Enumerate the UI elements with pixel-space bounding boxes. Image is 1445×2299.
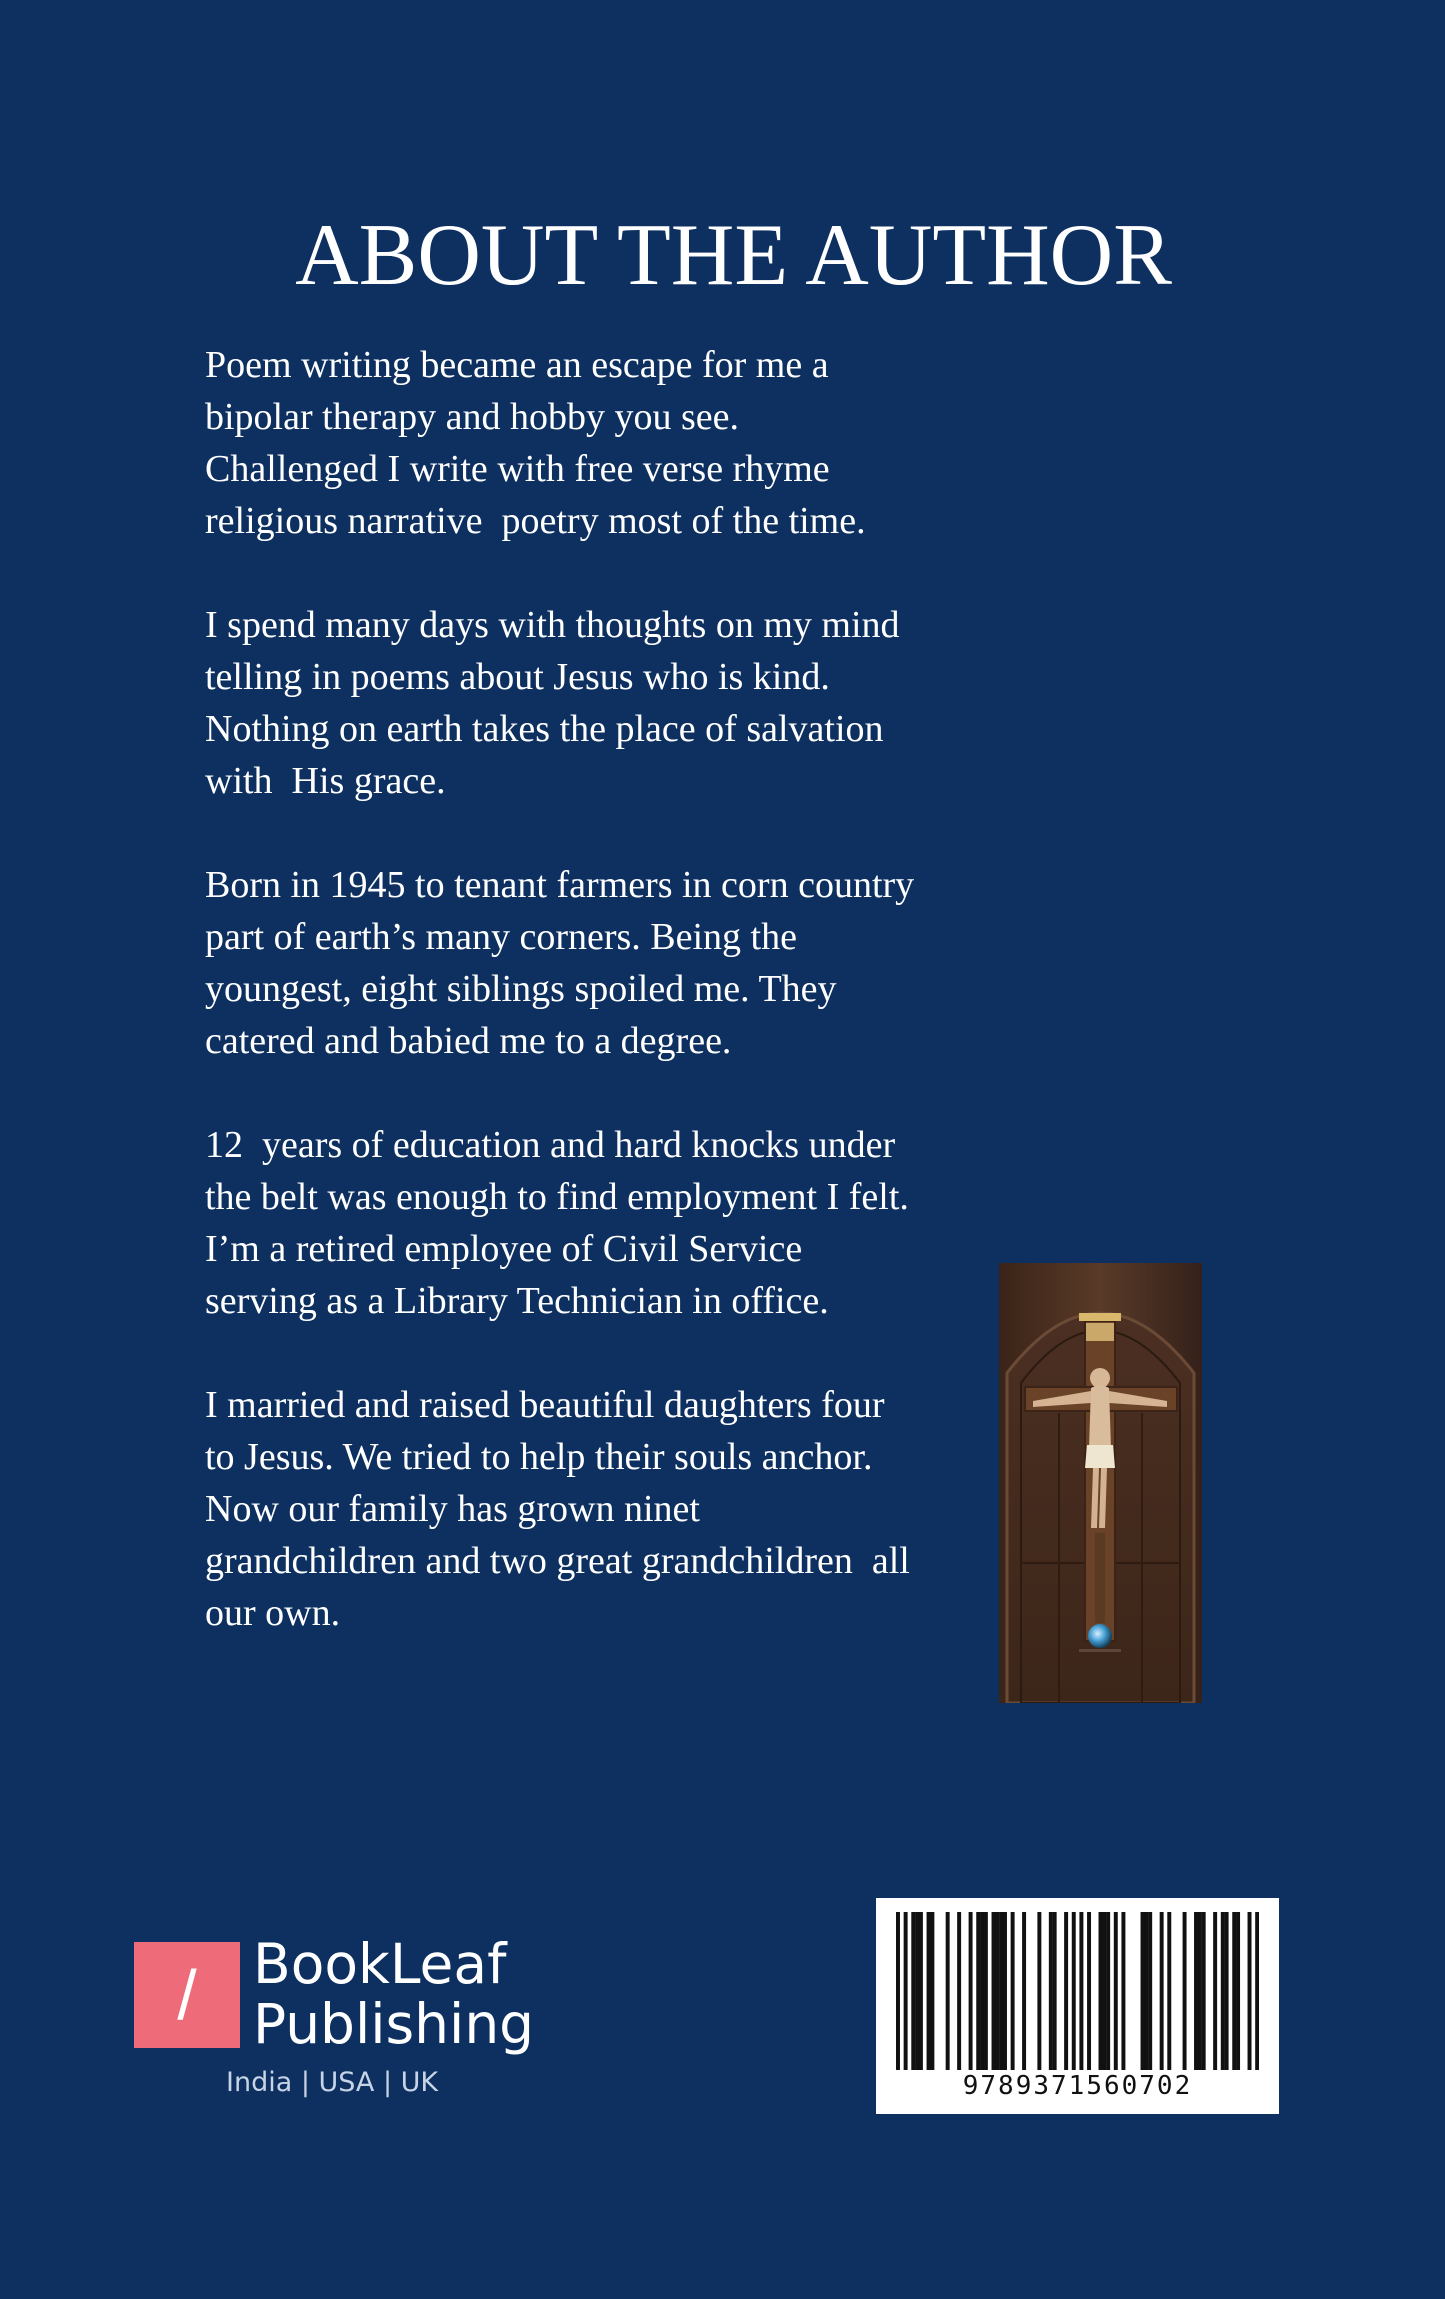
page-title: ABOUT THE AUTHOR: [295, 207, 1172, 304]
barcode-bar: [1221, 1912, 1225, 2070]
barcode-bar: [1248, 1912, 1252, 2070]
barcode-bar: [980, 1912, 984, 2070]
barcode-bar: [976, 1912, 980, 2070]
barcode-bar: [1064, 1912, 1068, 2070]
bio-line: I spend many days with thoughts on my mind: [205, 604, 900, 646]
barcode-bar: [915, 1912, 919, 2070]
bio-line: to Jesus. We tried to help their souls anchor.: [205, 1436, 873, 1478]
barcode-bar: [1106, 1912, 1110, 2070]
barcode-bar: [904, 1912, 908, 2070]
author-bio: [205, 339, 985, 1691]
barcode-bar: [957, 1912, 961, 2070]
bio-line: Nothing on earth takes the place of salvation: [205, 708, 884, 750]
publisher-logo: [134, 1932, 554, 2120]
barcode-bar: [927, 1912, 931, 2070]
publisher-name: [253, 1934, 534, 2054]
barcode-bar: [995, 1912, 999, 2070]
barcode-bar: [1225, 1912, 1229, 2070]
barcode-bar: [1213, 1912, 1217, 2070]
bio-line: the belt was enough to find employment I felt.: [205, 1176, 909, 1218]
barcode-bar: [1072, 1912, 1076, 2070]
barcode-bar: [1198, 1912, 1202, 2070]
barcode-bar: [919, 1912, 923, 2070]
barcode-bar: [911, 1912, 915, 2070]
barcode-bar: [1255, 1912, 1259, 2070]
isbn-barcode: [876, 1898, 1279, 2114]
bio-line: I married and raised beautiful daughters four: [205, 1384, 885, 1426]
bio-line: grandchildren and two great grandchildren all: [205, 1540, 910, 1582]
bio-line: part of earth’s many corners. Being the: [205, 916, 797, 958]
barcode-bar: [1102, 1912, 1106, 2070]
barcode-bar: [1049, 1912, 1053, 2070]
barcode-bar: [1236, 1912, 1240, 2070]
barcode-bar: [896, 1912, 900, 2070]
publisher-regions: India | USA | UK: [226, 2067, 439, 2098]
barcode-bar: [999, 1912, 1003, 2070]
bio-line: our own.: [205, 1592, 341, 1634]
publisher-name-line1: BookLeaf: [253, 1932, 507, 1996]
barcode-bar: [1037, 1912, 1041, 2070]
barcode-bar: [1194, 1912, 1198, 2070]
barcode-bar: [1202, 1912, 1206, 2070]
publisher-mark: [134, 1942, 240, 2048]
barcode-bar: [1160, 1912, 1164, 2070]
barcode-bars: [896, 1912, 1259, 2070]
bio-line: serving as a Library Technician in office.: [205, 1280, 829, 1322]
barcode-bar: [992, 1912, 996, 2070]
barcode-bar: [1099, 1912, 1103, 2070]
bio-paragraph: [205, 859, 985, 1067]
barcode-bar: [1087, 1912, 1091, 2070]
barcode-bar: [1183, 1912, 1187, 2070]
bio-line: 12 years of education and hard knocks under: [205, 1124, 896, 1166]
bio-line: youngest, eight siblings spoiled me. They: [205, 968, 837, 1010]
bio-line: Now our family has grown ninet: [205, 1488, 700, 1530]
barcode-bar: [1053, 1912, 1057, 2070]
barcode-bar: [1022, 1912, 1026, 2070]
barcode-bar: [1141, 1912, 1145, 2070]
barcode-bar: [1167, 1912, 1171, 2070]
barcode-bar: [1079, 1912, 1083, 2070]
bio-line: Challenged I write with free verse rhyme: [205, 448, 830, 490]
bio-paragraph: [205, 1119, 985, 1327]
bio-line: religious narrative poetry most of the time.: [205, 500, 866, 542]
bio-line: Born in 1945 to tenant farmers in corn country: [205, 864, 915, 906]
barcode-bar: [969, 1912, 973, 2070]
bio-line: bipolar therapy and hobby you see.: [205, 396, 739, 438]
bio-line: catered and babied me to a degree.: [205, 1020, 732, 1062]
barcode-bar: [1232, 1912, 1236, 2070]
barcode-bar: [1011, 1912, 1015, 2070]
isbn-number: 9789371560702: [962, 2071, 1193, 2101]
publisher-name-line2: Publishing: [253, 1992, 535, 2056]
barcode-bar: [1144, 1912, 1148, 2070]
bio-paragraph: [205, 599, 985, 807]
bio-line: telling in poems about Jesus who is kind.: [205, 656, 830, 698]
barcode-bar: [1003, 1912, 1007, 2070]
barcode-bar: [930, 1912, 934, 2070]
bio-line: with His grace.: [205, 760, 446, 802]
slash-icon: /: [177, 1956, 197, 2034]
barcode-bar: [1148, 1912, 1152, 2070]
barcode-bar: [946, 1912, 950, 2070]
crucifix-photo: [999, 1263, 1202, 1703]
barcode-bar: [1114, 1912, 1118, 2070]
bio-paragraph: [205, 339, 985, 547]
bio-line: Poem writing became an escape for me a: [205, 344, 829, 386]
barcode-bar: [984, 1912, 988, 2070]
bio-paragraph: [205, 1379, 985, 1639]
bio-line: I’m a retired employee of Civil Service: [205, 1228, 803, 1270]
barcode-bar: [1121, 1912, 1125, 2070]
